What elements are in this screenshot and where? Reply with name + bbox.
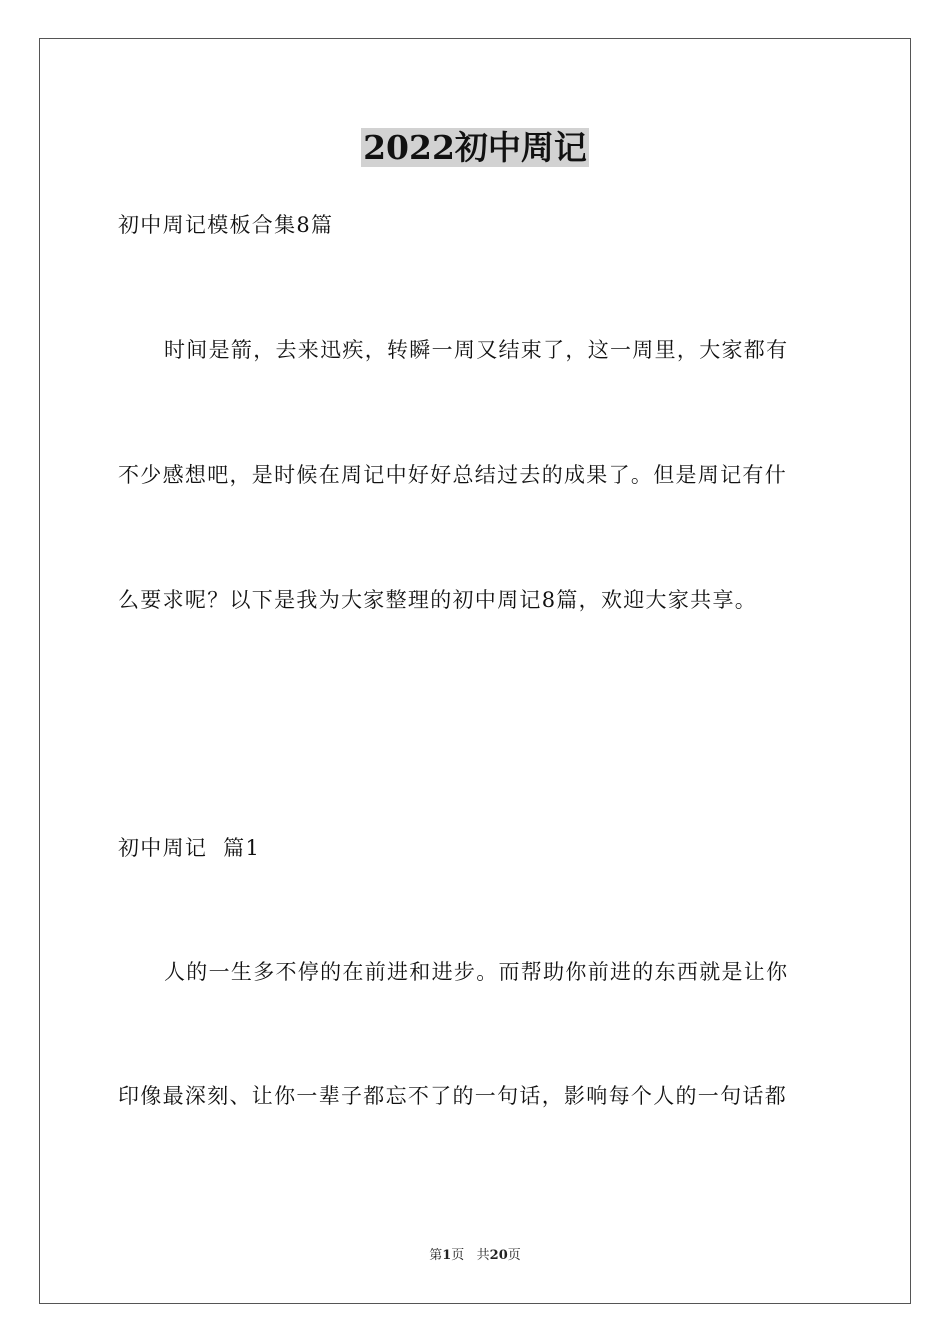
page-footer xyxy=(0,1247,950,1265)
intro-line-2: 不少感想吧，是时候在周记中好好总结过去的成果了。但是周记有什 xyxy=(118,463,787,487)
section-line-1: 人的一生多不停的在前进和进步。而帮助你前进的东西就是让你 xyxy=(164,960,789,984)
intro-line-3: 么要求呢？以下是我为大家整理的初中周记8篇，欢迎大家共享。 xyxy=(118,588,758,612)
footer-suffix: 页 xyxy=(507,1248,521,1263)
footer-page-number: 1 xyxy=(442,1248,452,1263)
document-subtitle: 初中周记模板合集8篇 xyxy=(118,213,334,237)
footer-mid: 页 共 xyxy=(451,1248,490,1263)
section-heading: 初中周记 篇1 xyxy=(118,836,261,860)
intro-line-1: 时间是箭，去来迅疾，转瞬一周又结束了，这一周里，大家都有 xyxy=(164,338,789,362)
footer-total-pages: 20 xyxy=(489,1248,508,1263)
document-title xyxy=(0,126,950,170)
section-line-2: 印像最深刻、让你一辈子都忘不了的一句话，影响每个人的一句话都 xyxy=(118,1084,787,1108)
document-title-text: 2022初中周记 xyxy=(363,128,587,167)
footer-prefix: 第 xyxy=(429,1248,443,1263)
